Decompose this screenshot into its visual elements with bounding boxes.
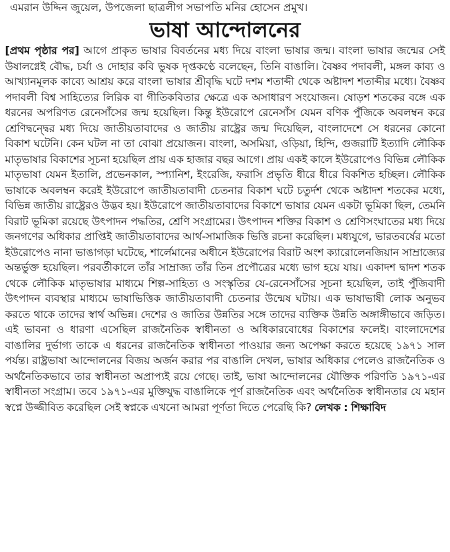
continued-from-label: [প্রথম পৃষ্ঠার পর] — [5, 45, 80, 57]
page-title: ভাষা আন্দোলনের — [149, 17, 301, 42]
article-paragraph — [5, 44, 445, 416]
article-text: আগে প্রাকৃত ভাষার বিবর্তনের মধ্য দিয়ে বাংলা ভাষার জন্ম। বাংলা ভাষার জন্মের সেই উষালগ্নেই বৌদ্ধ, চর্যা ও দোহার কবি ভুষক দৃপ্তকণ্ঠে বলেছেন, তিনি বাঙালি। বৈষ্ণব পদাবলী, মঙ্গল কাব্য ও আখ্যানমূলক কাব্যে আশ্রয় করে বাংলা ভাষার শ্রীবৃদ্ধি ঘটে দশম শতাব্দী থেকে অষ্টাদশ শতাব্দীর মধ্যে। বৈষ্ণব পদাবলী বিশ্ব সাহিত্যের লিরিক বা গীতিকবিতার ক্ষেত্রে এক অসাধারণ সংযোজন। ষোড়শ শতকের বঙ্গে এক ধরনের অপরিণত রেনেসাঁসের জন্ম হয়েছিল। কিন্তু ইউরোপে রেনেসাঁস যেমন বণিক পুঁজিকে অবলম্বন করে শ্রেণিদ্বন্দ্বের মধ্য দিয়ে জাতীয়তাবাদের ও জাতীয় রাষ্ট্রের জন্ম দিয়েছিল, বাংলাদেশে সে ধরনের কোনো বিকাশ ঘটেনি। কেন ঘটল না তা বোঝা প্রয়োজন। বাংলা, অসমিয়া, ওড়িয়া, হিন্দি, গুজরাটি ইত্যাদি লৌকিক মাতৃভাষার বিকাশের সূচনা হয়েছিল প্রায় এক হাজার বছর আগে। প্রায় একই কালে ইউরোপেও বিভিন্ন লৌকিক মাতৃভাষা যেমন ইতালি, প্রভেনকাল, স্প্যানিশ, ইংরেজি, ফরাসি প্রভৃতি ধীরে ধীরে বিকশিত হচ্ছিল। লৌকিক ভাষাকে অবলম্বন করেই ইউরোপে জাতীয়তাবাদী চেতনার বিকাশ ঘটে চতুর্দশ থেকে অষ্টাদশ শতকের মধ্যে, বিভিন্ন জাতীয় রাষ্ট্রেরও উদ্ভব হয়। ইউরোপে জাতীয়তাবাদের বিকাশে ভাষার যেমন একটা ভূমিকা ছিল, তেমনি বিরাট ভূমিকা রয়েছে উৎপাদন পদ্ধতির, শ্রেণি সংগ্রামের। উৎপাদন শক্তির বিকাশ ও শ্রেণিসংঘাতের মধ্য দিয়ে জনগণের অধিকার প্রাপ্তিই জাতীয়তাবাদের আর্থ-সামাজিক ভিত্তি রচনা করেছিল। মধ্যযুগে, ভারতবর্ষের মতো ইউরোপেও নানা ভাঙাগড়া ঘটেছে, শার্লেমানের অধীনে ইউরোপের বিরাট অংশ ক্যারোলেনজিয়ান সাম্রাজ্যের অন্তর্ভুক্ত হয়েছিল। পরবর্তীকালে তাঁর সাম্রাজ্য তাঁর তিন প্রপৌত্রের মধ্যে ভাগ হয়ে যায়। একাদশ দ্বাদশ শতক থেকে লৌকিক মাতৃভাষার মাধ্যমে শিল্প-সাহিত্য ও সংস্কৃতির যে-রেনেসাঁসের সূচনা হয়েছিল, তাই পুঁজিবাদী উৎপাদন ব্যবস্থার মাধ্যমে ভাষাভিত্তিক জাতীয়তাবাদী চেতনার উন্মেষ ঘটায়। এক ভাষাভাষী লোক অনুভব করতে থাকে তাদের স্বার্থ অভিন্ন। দেশের ও জাতির উন্নতির সঙ্গে তাদের ব্যক্তিক উন্নতি অঙ্গাঙ্গীভাবে জড়িত। এই ভাবনা ও ধারণা এসেছিল রাজনৈতিক স্বাধীনতা ও অধিকারবোধের বিকাশের ফলেই। বাংলাদেশের বাঙালির দুর্ভাগ্য তাকে এ ধরনের রাজনৈতিক স্বাধীনতা পাওয়ার জন্য অপেক্ষা করতে হয়েছে ১৯৭১ সাল পর্যন্ত। রাষ্ট্রভাষা আন্দোলনের বিজয় অর্জন করার পর বাঙালি দেখল, ভাষার অধিকার পেলেও রাজনৈতিক ও অর্থনৈতিকভাবে তার স্বাধীনতা অপ্রাপ্যই রয়ে গেছে। তাই, ভাষা আন্দোলনের যৌক্তিক পরিণতি ১৯৭১-এর স্বাধীনতা সংগ্রাম। তবে ১৯৭১-এর মুক্তিযুদ্ধ বাঙালিকে পূর্ণ রাজনৈতিক এবং অর্থনৈতিক স্বাধীনতার যে মহান স্বপ্নে উজ্জীবিত করেছিল সেই স্বপ্নকে এখনো আমরা পূর্ণতা দিতে পেরেছি কি? — [5, 45, 446, 414]
author-byline: লেখক : শিক্ষাবিদ — [314, 401, 386, 414]
article-body — [5, 44, 445, 416]
previous-article-tail: এমরান উদ্দিন জুয়েল, উপজেলা ছাত্রলীগ সভাপতি মনির হোসেন প্রমুখ। — [10, 2, 308, 14]
